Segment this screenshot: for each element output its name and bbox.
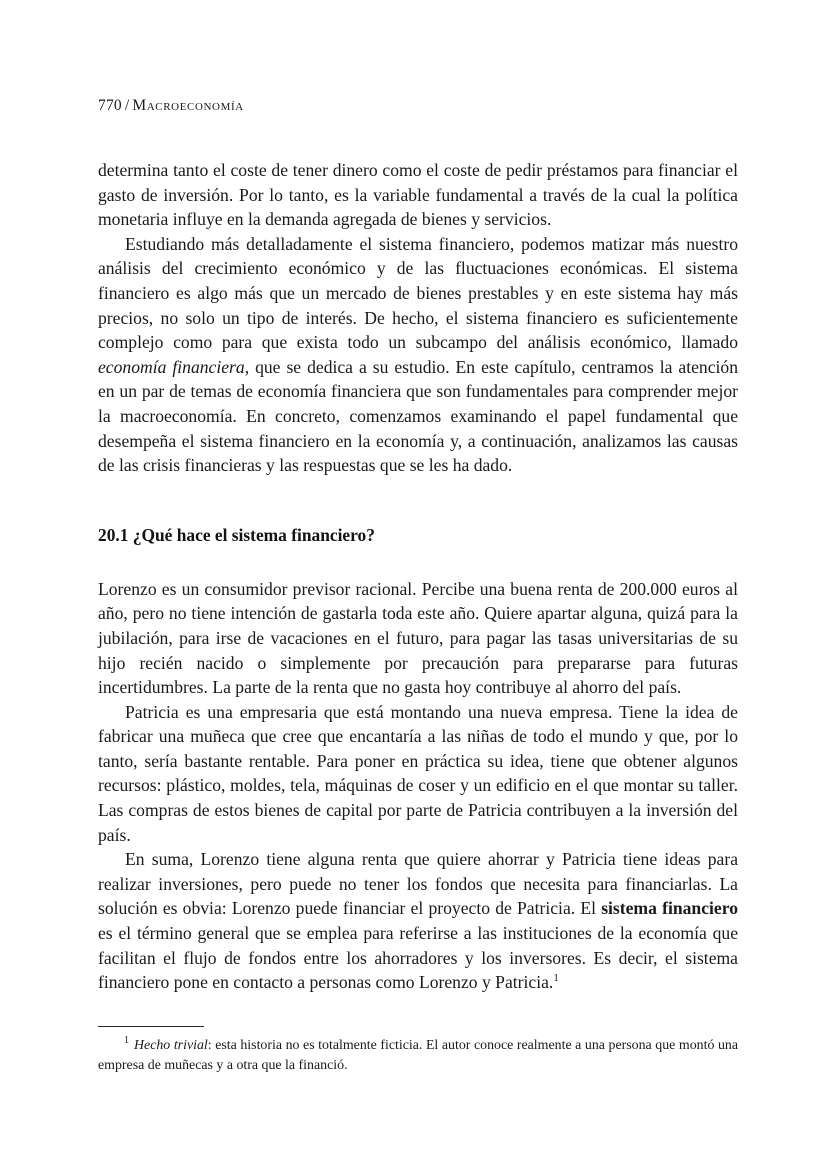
running-head bbox=[98, 96, 738, 116]
page-content-column bbox=[98, 96, 738, 995]
footnote-area bbox=[98, 1026, 738, 1075]
section-heading: 20.1 ¿Qué hace el sistema financiero? bbox=[98, 524, 375, 545]
footnote-marker-1: 1 bbox=[124, 1035, 129, 1047]
paragraph-en-suma-tail: es el término general que se emplea para referirse a las instituciones de la economía que facilitan el flujo de fondos entre los ahorradores y los inversores. Es decir, el sistema financiero pone en contacto a personas como Lorenzo y Patricia. bbox=[98, 923, 738, 993]
paragraph-en-suma bbox=[98, 847, 738, 995]
section-body-text bbox=[98, 577, 738, 995]
footnote-reference-1[interactable]: 1 bbox=[553, 972, 559, 985]
running-head-separator: / bbox=[124, 97, 130, 114]
footnote-body: : esta historia no es totalmente ficticia. El autor conoce realmente a una persona que montó una empresa de muñecas y a otra que la financió. bbox=[98, 1038, 739, 1073]
footnote-italic-lead: Hecho trivial bbox=[134, 1038, 208, 1053]
paragraph-estudiando-tail: , que se dedica a su estudio. En este capítulo, centramos la atención en un par de temas de economía financiera que son fundamentales para comprender mejor la macroeconomía. En concreto, comenzamos examinando el papel fundamental que desempeña el sistema financiero en la economía y, a continuación, analizamos las causas de las crisis financieras y las respuestas que se les ha dado. bbox=[98, 356, 738, 476]
paragraph-en-suma-lead: En suma, Lorenzo tiene alguna renta que quiere ahorrar y Patricia tiene ideas para realizar inversiones, pero puede no tener los fondos que necesita para financiarlas. La solución es obvia: Lorenzo puede financiar el proyecto de Patricia. El bbox=[98, 849, 738, 919]
spacer-before-heading bbox=[98, 478, 738, 524]
footnote-separator-rule bbox=[98, 1026, 204, 1027]
paragraph-estudiando bbox=[98, 232, 738, 478]
term-economia-financiera: economía financiera bbox=[98, 356, 245, 377]
page-number: 770 bbox=[98, 97, 122, 114]
paragraph-lorenzo: Lorenzo es un consumidor previsor racional. Percibe una buena renta de 200.000 euros al año, pero no tiene intención de gastarla toda este año. Quiere apartar alguna, quizá para la jubilación, para irse de vacaciones en el futuro, para pagar las tasas universitarias de su hijo recién nacido o simplemente por precaución para prepararse para futuras incertidumbres. La parte de la renta que no gasta hoy contribuye al ahorro del país. bbox=[98, 578, 738, 698]
term-sistema-financiero: sistema financiero bbox=[601, 898, 738, 919]
spacer-after-heading bbox=[98, 547, 738, 577]
footnote-1 bbox=[98, 1036, 738, 1075]
book-title: Macroeconomía bbox=[132, 97, 244, 114]
paragraph-estudiando-lead: Estudiando más detalladamente el sistema financiero, podemos matizar más nuestro análisis del crecimiento económico y de las fluctuaciones económicas. El sistema financiero es algo más que un mercado de bienes prestables y en este sistema hay más precios, no solo un tipo de interés. De hecho, el sistema financiero es suficientemente complejo como para que exista todo un subcampo del análisis económico, llamado bbox=[98, 233, 738, 353]
paragraph-interes-continuacion: determina tanto el coste de tener dinero como el coste de pedir préstamos para financiar el gasto de inversión. Por lo tanto, es la variable fundamental a través de la cual la política monetaria influye en la demanda agregada de bienes y servicios. bbox=[98, 160, 738, 230]
paragraph-patricia: Patricia es una empresaria que está montando una nueva empresa. Tiene la idea de fabricar una muñeca que cree que encantaría a las niñas de todo el mundo y que, por lo tanto, sería bastante rentable. Para poner en práctica su idea, tiene que obtener algunos recursos: plástico, moldes, tela, máquinas de coser y un edificio en el que montar su taller. Las compras de estos bienes de capital por parte de Patricia contribuyen a la inversión del país. bbox=[98, 701, 738, 845]
intro-body-text bbox=[98, 158, 738, 478]
